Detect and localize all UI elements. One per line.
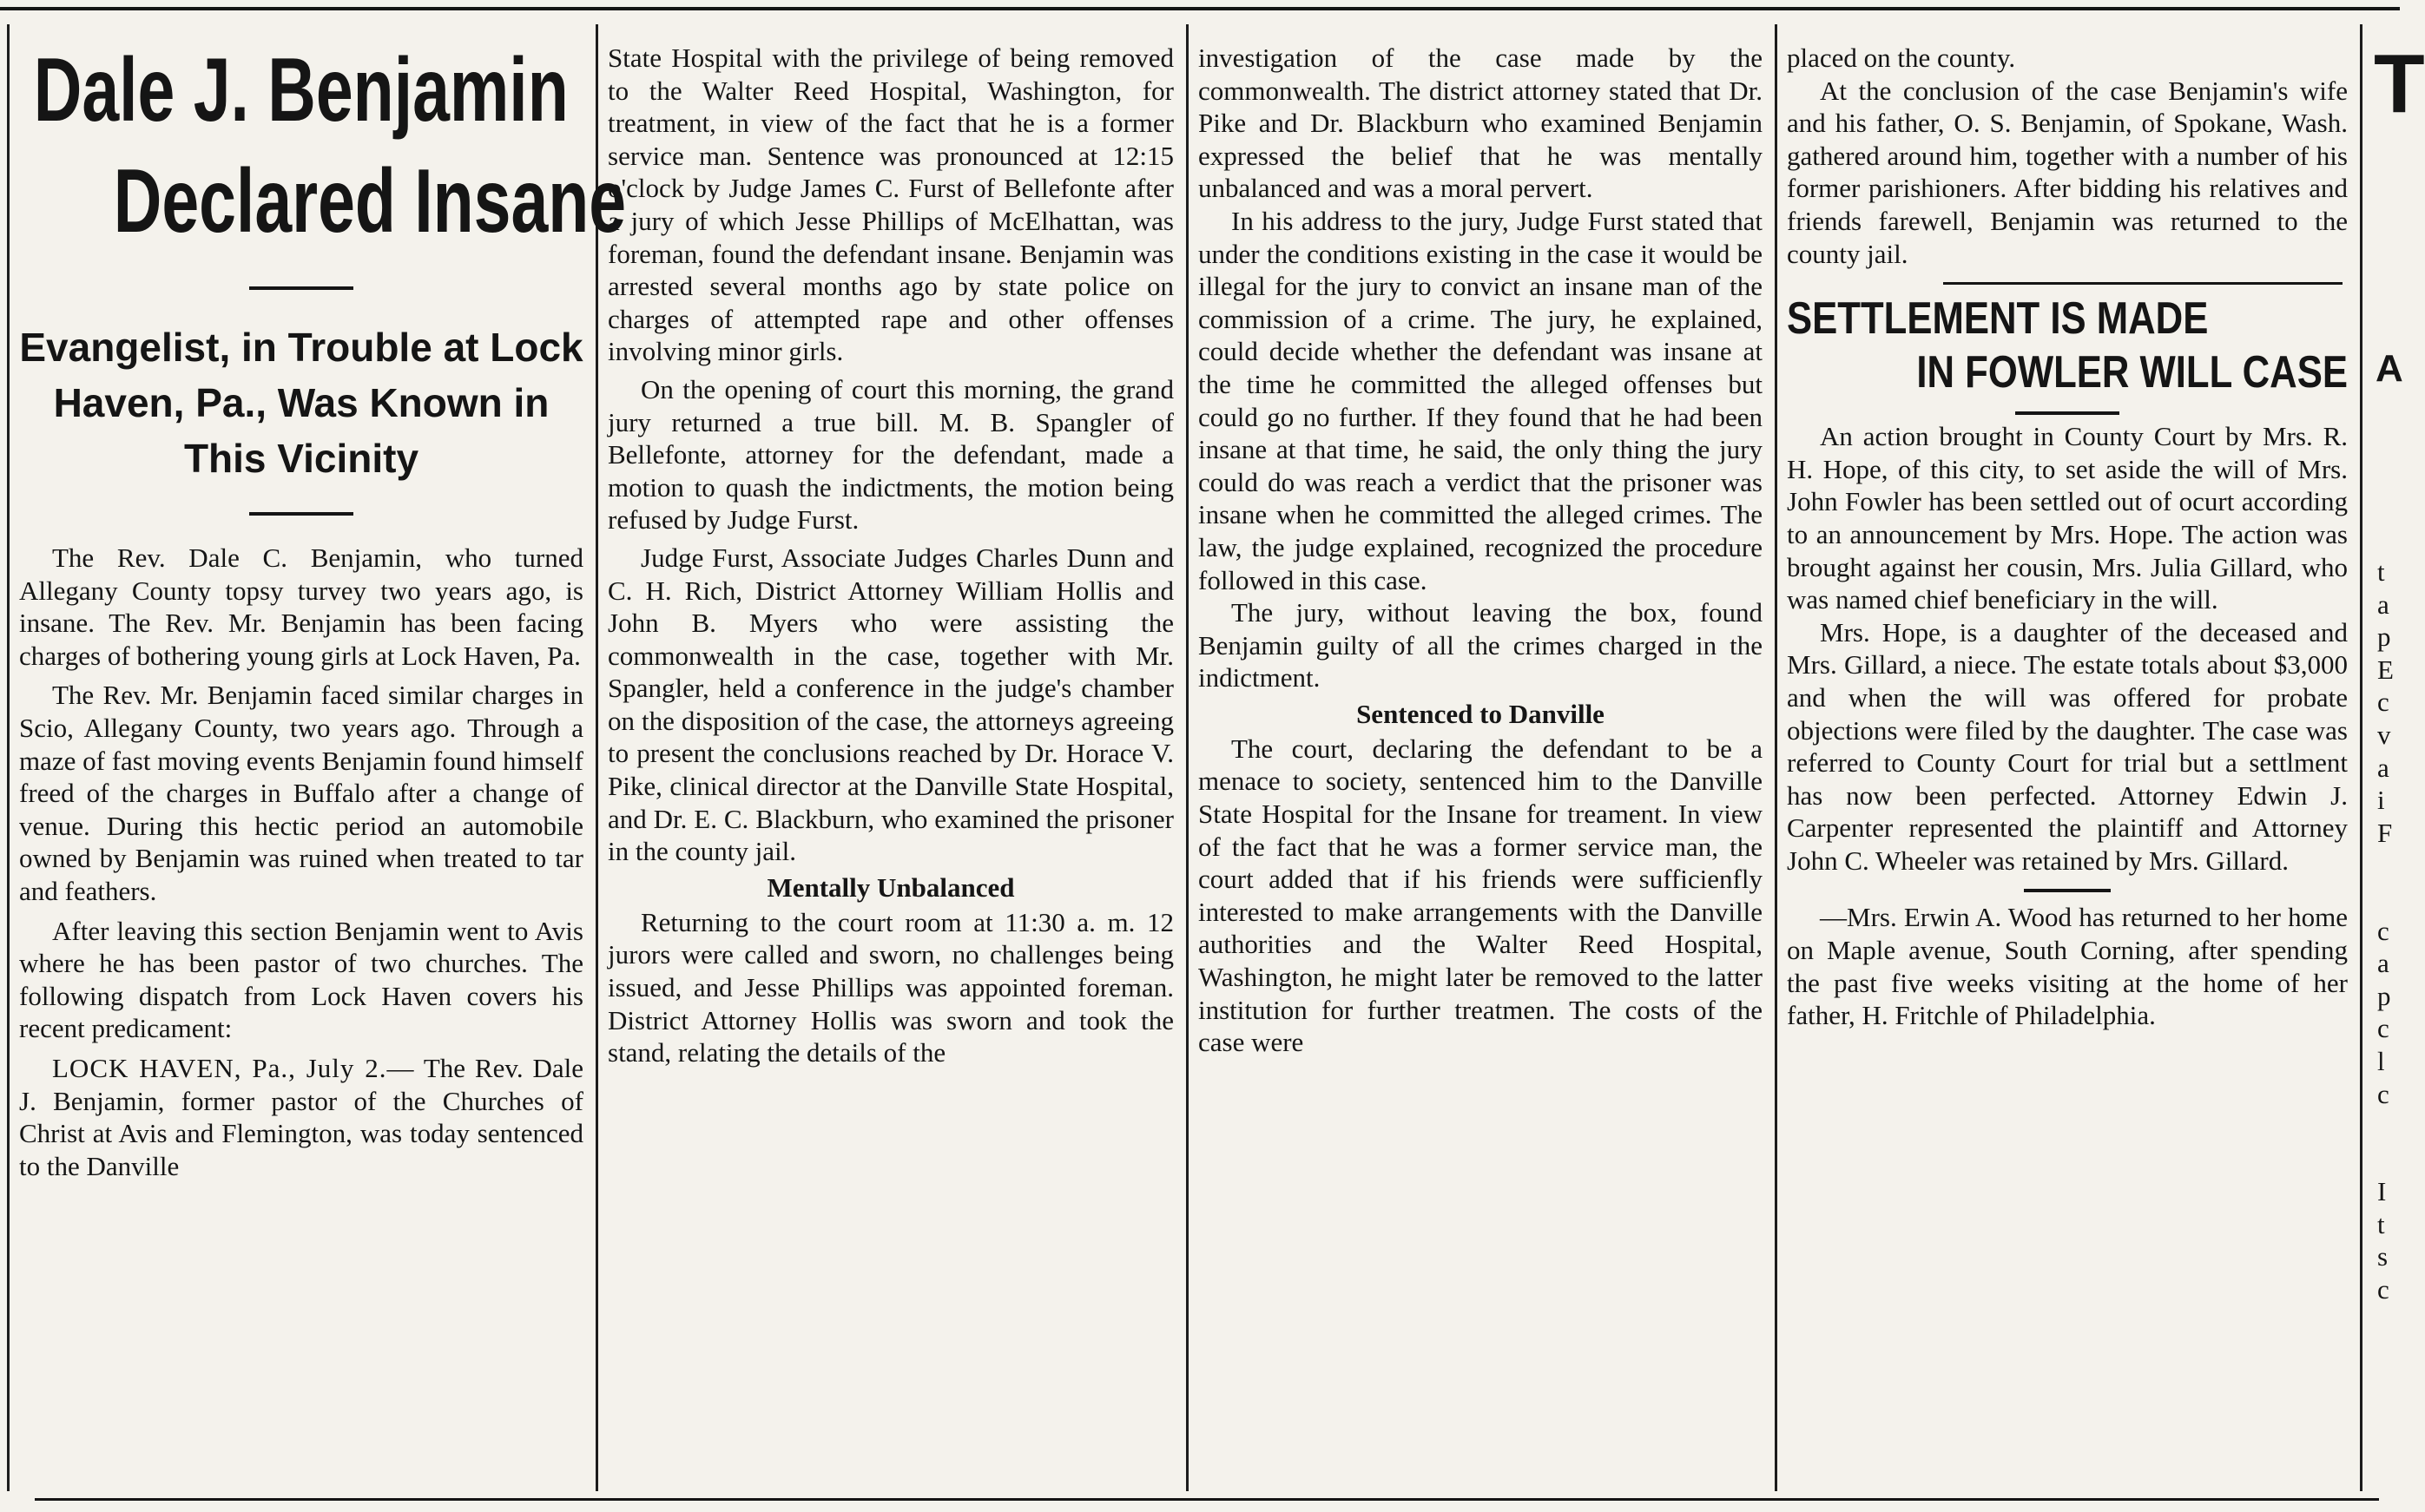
article-paragraph: The Rev. Dale C. Benjamin, who turned Allegany County topsy turvey two years ago, is insane. The Rev. Mr. Benjamin has been facing charges of bothering young girls at Lock Haven, Pa. xyxy=(19,542,583,671)
edge-fragment: c xyxy=(2377,1274,2389,1305)
headline-rule xyxy=(249,286,353,290)
article-paragraph: Mrs. Hope, is a daughter of the deceased and Mrs. Gillard, a niece. The estate totals about $3,000 and when the will was offered for probate objections were filed by the daughter. The case was referred to County Court for trial but a settlment has now been perfected. Attorney Edwin J. Carpenter represented the plaintiff and Attorney John C. Wheeler was retained by Mrs. Gillard. xyxy=(1787,616,2348,876)
edge-headline-letter-2: A xyxy=(2376,347,2403,390)
column-divider xyxy=(7,24,10,1491)
settlement-rule xyxy=(2015,411,2119,415)
edge-fragment: t xyxy=(2377,556,2385,587)
article-paragraph: State Hospital with the privilege of being removed to the Walter Reed Hospital, Washington, for treatment, in view of the fact that he is a former service man. Sentence was pronounced at 12:15 o'clock by Judge James C. Furst of Bellefonte after a jury of which Jesse Phillips of McElhattan, was foreman, found the defendant insane. Benjamin was arrested several months ago by state police on charges of attempted rape and other offenses involving minor girls. xyxy=(608,43,1174,367)
article-paragraph: Returning to the court room at 11:30 a. m. 12 jurors were called and sworn, no challenges being issued, and Jesse Phillips was appointed foreman. District Attorney Hollis was sworn and took the stand, relating the details of the xyxy=(608,906,1174,1068)
edge-fragment: v xyxy=(2377,719,2391,750)
main-headline-line-2: Declared Insane xyxy=(114,151,627,252)
settlement-headline-line-2: IN FOWLER WILL CASE xyxy=(1916,347,2348,398)
dateline-paragraph xyxy=(19,1052,583,1182)
edge-fragment: l xyxy=(2377,1045,2385,1076)
edge-fragment: a xyxy=(2377,948,2389,979)
note-rule xyxy=(2024,889,2111,892)
edge-fragment: p xyxy=(2377,980,2391,1011)
article-paragraph: In his address to the jury, Judge Furst stated that under the conditions existing in the case it would be illegal for the jury to convict an insane man of the commission of a crime. The jury, he explained, could decide whether the defendant was insane at the time he committed the alleged offenses but could go no further. If they found that he had been insane at that time, he said, the only thing the jury could do was reach a verdict that the prisoner was insane when he committed the alleged crimes. The law, the judge explained, recognized the procedure followed in this case. xyxy=(1198,205,1763,595)
edge-fragment xyxy=(2377,1143,2403,1176)
edge-fragment xyxy=(2377,1110,2403,1143)
edge-fragment: I xyxy=(2377,1176,2387,1207)
column-2 xyxy=(608,42,1174,1489)
deck-line-1: Evangelist, in Trouble at Lock xyxy=(19,325,583,370)
edge-fragment: t xyxy=(2377,1208,2385,1239)
edge-fragment: c xyxy=(2377,687,2389,718)
subhead-mentally-unbalanced: Mentally Unbalanced xyxy=(767,871,1015,903)
dateline: LOCK HAVEN, Pa., July 2.— xyxy=(52,1052,415,1083)
column-divider xyxy=(2360,24,2362,1491)
settlement-headline-line-1: SETTLEMENT IS MADE xyxy=(1787,293,2209,345)
edge-headline-letter-1: T xyxy=(2374,37,2425,130)
edge-fragment: c xyxy=(2377,1078,2389,1109)
deck-rule xyxy=(249,512,353,516)
edge-fragment xyxy=(2377,849,2403,882)
edge-fragment: s xyxy=(2377,1241,2389,1272)
bottom-rule xyxy=(35,1498,2379,1501)
deck-line-3: This Vicinity xyxy=(183,436,419,481)
article-paragraph: After leaving this section Benjamin went to Avis where he has been pastor of two churches. The following dispatch from Lock Haven covers his recent predicament: xyxy=(19,915,583,1044)
main-headline-line-1: Dale J. Benjamin xyxy=(34,40,569,141)
article-paragraph: An action brought in County Court by Mrs. R. H. Hope, of this city, to set aside the will of Mrs. John Fowler has been settled out of ocurt according to an announcement by Mrs. Hope. The action was brought against her cousin, Mrs. Julia Gillard, who was named chief beneficiary in the will. xyxy=(1787,421,2348,615)
subhead-sentenced-to-danville: Sentenced to Danville xyxy=(1356,698,1605,729)
edge-fragment: a xyxy=(2377,752,2389,783)
edge-fragment: F xyxy=(2377,817,2393,848)
edge-fragment: E xyxy=(2377,654,2394,685)
edge-fragment: p xyxy=(2377,621,2391,653)
edge-fragment: a xyxy=(2377,588,2389,620)
column-divider xyxy=(1186,24,1189,1491)
article-paragraph: Judge Furst, Associate Judges Charles Dunn and C. H. Rich, District Attorney William Hollis and John B. Myers who were assisting the commonwealth in the case, together with Mr. Spangler, held a conference in the judge's chamber on the disposition of the case, the attorneys agreeing to present the conclusions reached by Dr. Horace V. Pike, clinical director at the Danville State Hospital, and Dr. E. C. Blackburn, who examined the prisoner in the county jail. xyxy=(608,542,1174,867)
article-paragraph: At the conclusion of the case Benjamin's wife and his father, O. S. Benjamin, of Spokane, Wash. gathered around him, together with a number of his former parishioners. After bidding his relatives and friends farewell, Benjamin was returned to the county jail. xyxy=(1787,75,2348,269)
personal-note: —Mrs. Erwin A. Wood has returned to her home on Maple avenue, South Corning, after spending the past five weeks visiting at the home of her father, H. Fritchle of Philadelphia. xyxy=(1787,902,2348,1031)
article-paragraph: The court, declaring the defendant to be a menace to society, sentenced him to the Danville State Hospital for the Insane for treament. In view of the fact that he was a former service man, the court added that if his friends were sufficienfly interested to make arrangements with the Danville authorities and the Walter Reed Hospital, Washington, he might later be removed to the latter institution for further treatmen. The costs of the case were xyxy=(1198,733,1763,1058)
edge-fragment: c xyxy=(2377,1013,2389,1044)
deck-line-2: Haven, Pa., Was Known in xyxy=(53,380,550,425)
article-paragraph: investigation of the case made by the commonwealth. The district attorney stated that Dr. Pike and Dr. Blackburn who examined Benjamin expressed the belief that he was mentally unbalanced and was a moral pervert. xyxy=(1198,43,1763,204)
dateline-text: The Rev. Dale J. Benjamin, former pastor of the Churches of Christ at Avis and Flemington, was today sentenced to the Danville xyxy=(19,1052,583,1181)
column-3 xyxy=(1198,42,1763,1489)
top-rule xyxy=(0,7,2400,10)
column-1 xyxy=(19,35,627,1482)
article-paragraph: The jury, without leaving the box, found Benjamin guilty of all the crimes charged in the indictment. xyxy=(1198,597,1763,694)
edge-fragment xyxy=(2377,882,2403,915)
edge-fragment: i xyxy=(2377,785,2385,816)
article-paragraph: The Rev. Mr. Benjamin faced similar charges in Scio, Allegany County, two years ago. Through a maze of fast moving events Benjamin found himself freed of the charges in Buffalo after a change of venue. During this hectic period an automobile owned by Benjamin was ruined when treated to tar and feathers. xyxy=(19,680,583,906)
edge-text-fragments xyxy=(2377,555,2403,1306)
column-divider xyxy=(1775,24,1777,1491)
article-paragraph: On the opening of court this morning, the grand jury returned a true bill. M. B. Spangler of Bellefonte, attorney for the defendant, made a motion to quash the indictments, the motion being refused by Judge Furst. xyxy=(608,373,1174,536)
article-paragraph: placed on the county. xyxy=(1787,43,2016,73)
article-end-rule xyxy=(1943,282,2343,285)
column-4 xyxy=(1787,42,2348,1489)
edge-fragment: c xyxy=(2377,915,2389,946)
